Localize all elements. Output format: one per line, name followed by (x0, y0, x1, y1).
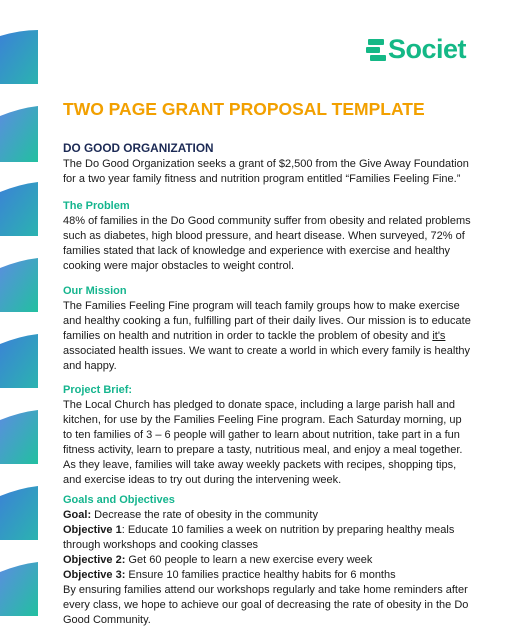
brief-text: The Local Church has pledged to donate space, including a large parish hall and kitchen, for use by the Families Feeling Fine program. Each Saturday morning, up to ten families of 3 – 6 people will gather to learn about nutrition, take part in a fun fitness activity, learn to prepare a tasty, nutritious meal, and enjoy a meal together. As they leave, families will take away weekly packets with recipes, shopping tips, and exercise ideas to try out during the intervening week. (63, 399, 463, 486)
stripe-segment (0, 30, 38, 84)
goals-heading: Goals and Objectives (63, 494, 175, 506)
closing-text: By ensuring families attend our workshops regularly and take home reminders after every class, we hope to achieve our goal of decreasing the rate of obesity in the Do Good Community. (63, 584, 469, 626)
goal-line (63, 508, 473, 523)
objective-1-line (63, 523, 473, 553)
problem-text: 48% of families in the Do Good community suffer from obesity and related problems such as diabetes, high blood pressure, and heart disease. When surveyed, 72% of families stated that lack of knowledge and experience with exercise and healthy cooking were major obstacles to weight control. (63, 215, 471, 272)
brief-heading: Project Brief: (63, 384, 133, 396)
mission-underlined-word: it's (432, 330, 446, 342)
mission-text (63, 299, 473, 374)
societ-logo (366, 34, 466, 65)
document-title: TWO PAGE GRANT PROPOSAL TEMPLATE (63, 99, 425, 119)
objective-2-label: Objective 2: (63, 554, 126, 566)
stripe-segment (0, 334, 38, 388)
logo-text: Societ (388, 34, 467, 64)
stripe-segment (0, 410, 38, 464)
stripe-segment (0, 258, 38, 312)
problem-heading: The Problem (63, 200, 130, 212)
logo-mark-icon (366, 35, 386, 65)
org-heading: DO GOOD ORGANIZATION (63, 141, 214, 155)
goal-text: Decrease the rate of obesity in the community (91, 509, 318, 521)
mission-text-part: associated health issues. We want to create a world in which every family is healthy and happy. (63, 345, 470, 372)
mission-text-part: The Families Feeling Fine program will teach family groups how to make exercise and healthy cooking a fun, fulfilling part of their daily lives. Our mission is to educate families on health and nutrition in order to tackle the problem of obesity and (63, 300, 471, 342)
objective-2-text: Get 60 people to learn a new exercise every week (125, 554, 373, 566)
stripe-segment (0, 486, 38, 540)
objective-3-text: Ensure 10 families practice healthy habits for 6 months (125, 569, 396, 581)
objective-3-label: Objective 3: (63, 569, 126, 581)
stripe-segment (0, 106, 38, 162)
objective-1-text: : Educate 10 families a week on nutrition by preparing healthy meals through workshops and cooking classes (63, 524, 455, 551)
objective-3-line (63, 568, 473, 583)
goal-label: Goal: (63, 509, 92, 521)
objective-2-line (63, 553, 473, 568)
goals-list (63, 508, 473, 628)
stripe-segment (0, 182, 38, 236)
mission-heading: Our Mission (63, 285, 127, 297)
decorative-stripe (0, 0, 40, 631)
objective-1-label: Objective 1 (63, 524, 122, 536)
stripe-segment (0, 562, 38, 616)
org-text: The Do Good Organization seeks a grant of $2,500 from the Give Away Foundation for a two year family fitness and nutrition program entitled “Families Feeling Fine.” (63, 158, 469, 185)
